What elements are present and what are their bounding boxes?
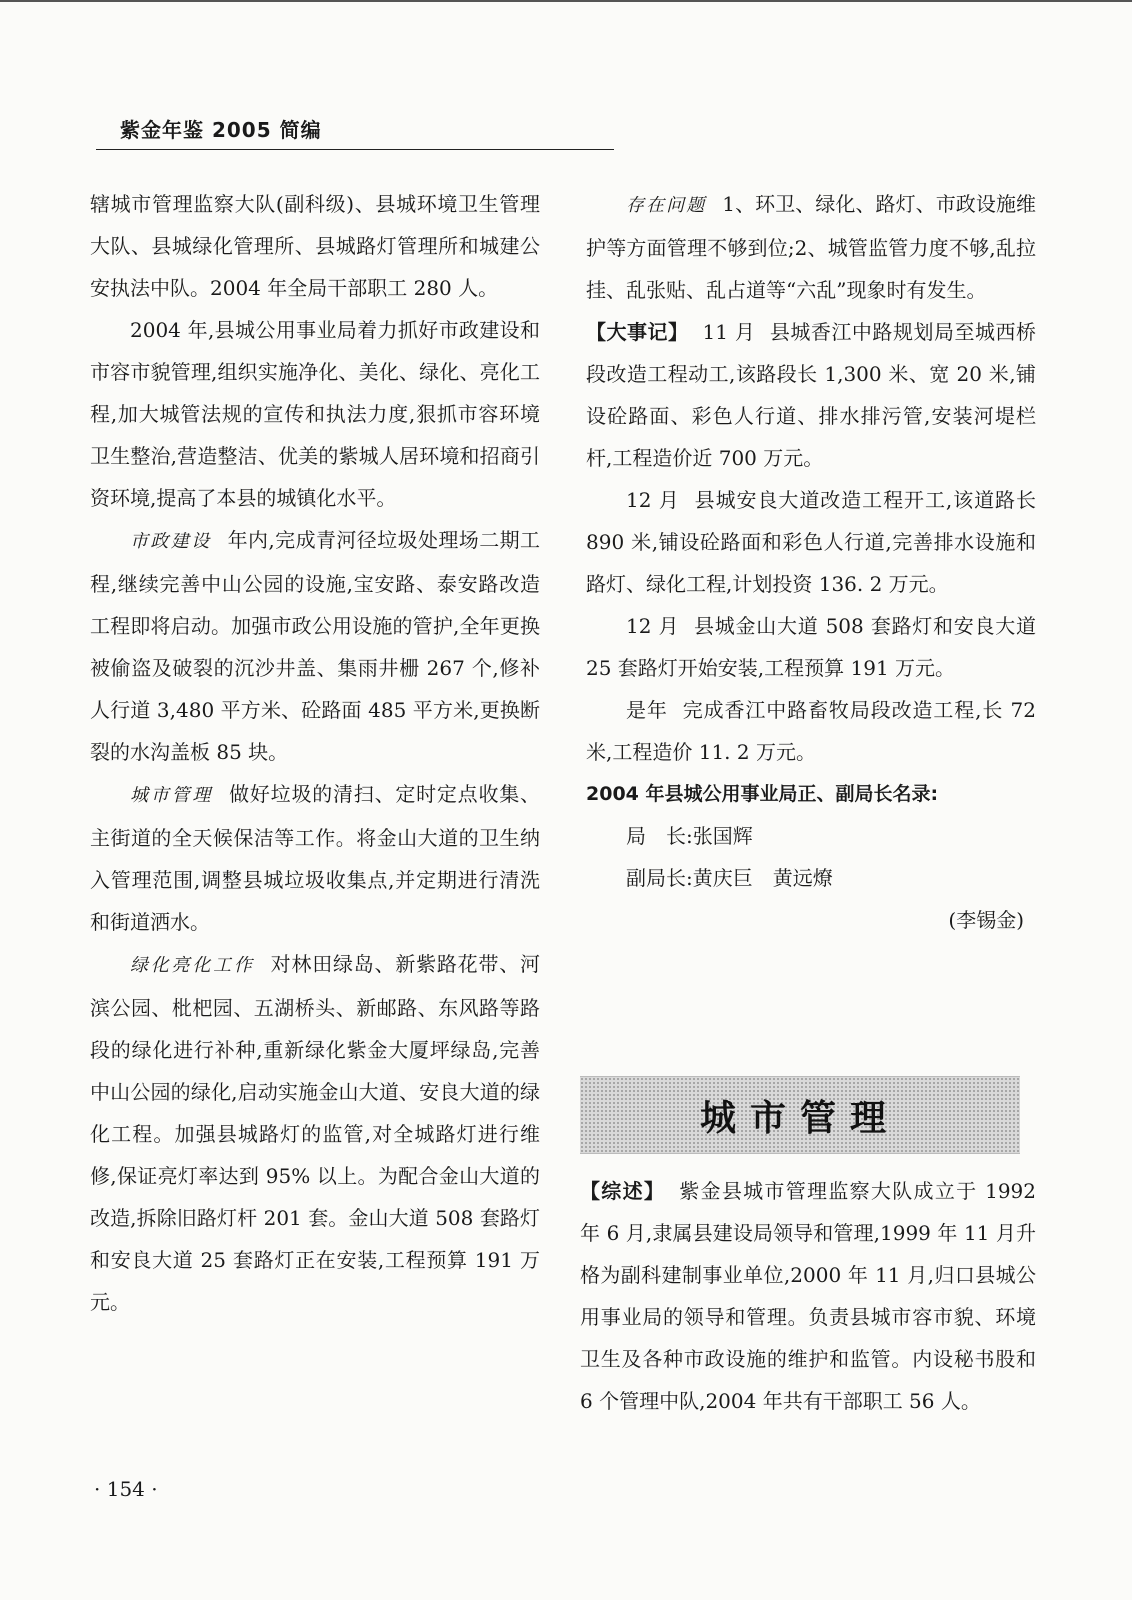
paragraph-overview <box>580 1170 1036 1422</box>
event-date: 12 月 <box>626 488 680 512</box>
page-number: · 154 · <box>94 1477 158 1501</box>
running-header: 紫金年鉴 2005 简编 <box>120 118 322 142</box>
header-rule <box>96 149 614 150</box>
paragraph: 辖城市管理监察大队(副科级)、县城环境卫生管理大队、县城绿化管理所、县城路灯管理所和城建公安执法中队。2004 年全局干部职工 280 人。 <box>90 192 540 300</box>
right-column-lower <box>580 1170 1036 1422</box>
paragraph-event <box>586 689 1036 773</box>
paragraph-event <box>586 479 1036 605</box>
paragraph-text: 1、环卫、绿化、路灯、市政设施维护等方面管理不够到位;2、城管监管力度不够,乱拉挂、乱张贴、乱占道等“六乱”现象时有发生。 <box>586 192 1037 302</box>
roster-entry: 副局长:黄庆巨 黄远燎 <box>626 866 833 890</box>
left-column <box>90 183 540 1323</box>
paragraph-problems <box>586 183 1036 311</box>
paragraph-text: 做好垃圾的清扫、定时定点收集、主街道的全天候保洁等工作。将金山大道的卫生纳入管理范围,调整县城垃圾收集点,并定期进行清洗和街道洒水。 <box>90 782 541 934</box>
paragraph-text: 对林田绿岛、新紫路花带、河滨公园、枇杷园、五湖桥头、新邮路、东风路等路段的绿化进行补种,重新绿化紫金大厦坪绿岛,完善中山公园的绿化,启动实施金山大道、安良大道的绿化工程。加强县城路灯的监管,对全城路灯进行维修,保证亮灯率达到 95% 以上。为配合金山大道的改造,拆除旧路灯杆 201 套。金山大道 508 套路灯和安良大道 25 套路灯正在安装,工程预算 191 万元。 <box>90 952 541 1314</box>
paragraph-event <box>586 605 1036 689</box>
subheading: 市政建设 <box>130 531 212 552</box>
event-date: 11 月 <box>702 320 756 344</box>
paragraph-text: 县城香江中路规划局至城西桥段改造工程动工,该路段长 1,300 米、宽 20 米,铺设砼路面、彩色人行道、排水排污管,安装河堤栏杆,工程造价近 700 万元。 <box>586 320 1036 470</box>
paragraph-events <box>586 311 1036 479</box>
subheading: 城市管理 <box>130 785 214 806</box>
section-label: 【大事记】 <box>586 320 689 344</box>
paragraph-text: 县城金山大道 508 套路灯和安良大道 25 套路灯开始安装,工程预算 191 万元。 <box>586 614 1037 680</box>
section-banner-title: 城市管理 <box>699 1097 900 1139</box>
event-date: 是年 <box>626 698 668 722</box>
subheading: 存在问题 <box>626 195 707 216</box>
paragraph-text: 县城安良大道改造工程开工,该道路长 890 米,铺设砼路面和彩色人行道,完善排水设施和路灯、绿化工程,计划投资 136. 2 万元。 <box>586 488 1036 596</box>
paragraph-text: 完成香江中路畜牧局段改造工程,长 72 米,工程造价 11. 2 万元。 <box>586 698 1037 764</box>
paragraph: 2004 年,县城公用事业局着力抓好市政建设和市容市貌管理,组织实施净化、美化、绿化、亮化工程,加大城管法规的宣传和执法力度,狠抓市容环境卫生整治,营造整洁、优美的紫城人居环境和招商引资环境,提高了本县的城镇化水平。 <box>90 318 540 510</box>
section-banner <box>580 1076 1020 1154</box>
event-date: 12 月 <box>626 614 680 638</box>
paragraph-city-management <box>90 773 540 943</box>
subheading: 绿化亮化工作 <box>130 955 255 976</box>
paragraph-text: 年内,完成青河径垃圾处理场二期工程,继续完善中山公园的设施,宝安路、泰安路改造工程即将启动。加强市政公用设施的管护,全年更换被偷盗及破裂的沉沙井盖、集雨井栅 267 个,修补人行道 3,480 平方米、砼路面 485 平方米,更换断裂的水沟盖板 85 块。 <box>90 528 540 764</box>
section-label: 【综述】 <box>580 1179 666 1203</box>
author-credit: (李锡金) <box>948 908 1024 932</box>
paragraph-greening-lighting <box>90 943 540 1323</box>
paragraph-text: 紫金县城市管理监察大队成立于 1992 年 6 月,隶属县建设局领导和管理,1999 年 11 月升格为副科建制事业单位,2000 年 11 月,归口县城公用事业局的领导和管理。负责县城市容市貌、环境卫生及各种市政设施的维护和监管。内设秘书股和 6 个管理中队,2004 年共有干部职工 56 人。 <box>580 1179 1037 1413</box>
paragraph-municipal-construction <box>90 519 540 773</box>
right-column <box>586 183 1036 941</box>
top-edge-line <box>0 0 1132 2</box>
roster-entry: 局 长:张国辉 <box>626 824 753 848</box>
roster-title: 2004 年县城公用事业局正、副局长名录: <box>586 783 939 805</box>
